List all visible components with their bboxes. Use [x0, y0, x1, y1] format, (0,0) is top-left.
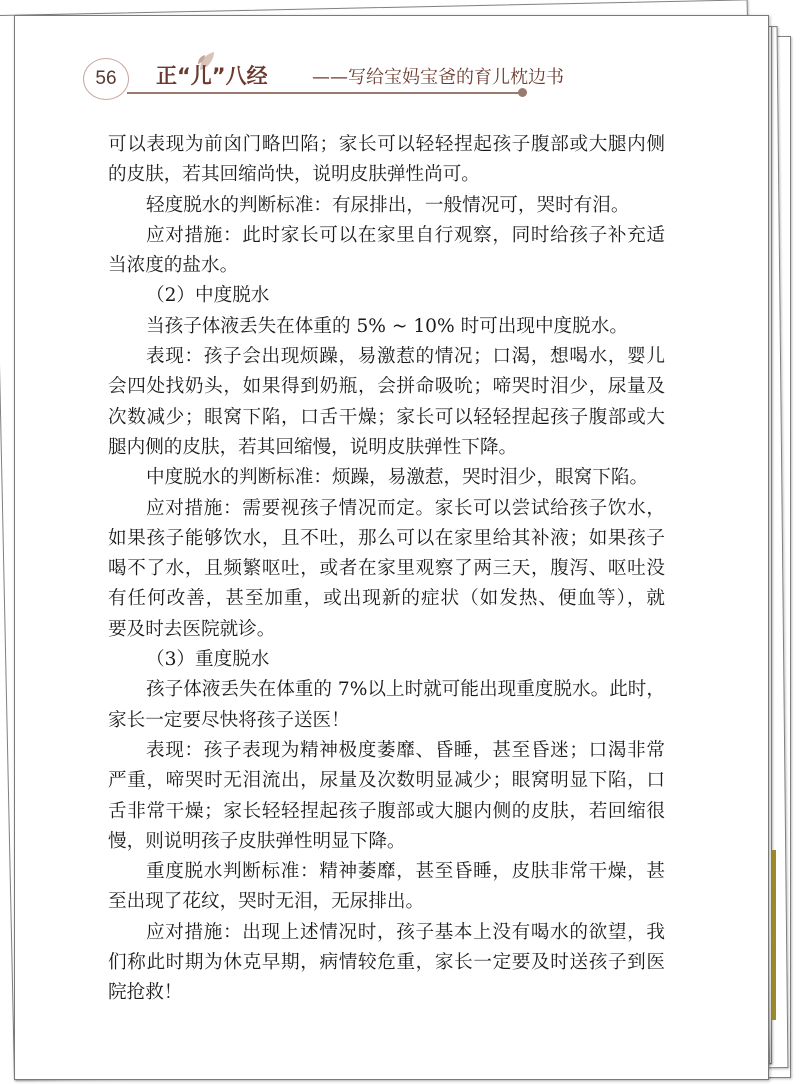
text-line: （2）中度脱水 — [146, 285, 270, 307]
text-line: 至出现了花纹，哭时无泪，无尿排出。 — [108, 891, 425, 913]
text-line: 喝不了水，且频繁呕吐，或者在家里观察了两三天，腹泻、呕吐没 — [108, 558, 665, 580]
text-line: 院抢救！ — [108, 982, 183, 1004]
text-line: 慢，则说明孩子皮肤弹性明显下降。 — [108, 830, 406, 852]
text-line: 次数减少；眼窝下陷，口舌干燥；家长可以轻轻捏起孩子腹部或大 — [108, 406, 665, 428]
text-line: 应对措施：出现上述情况时，孩子基本上没有喝水的欲望，我 — [146, 921, 665, 943]
text-line: 腿内侧的皮肤，若其回缩慢，说明皮肤弹性下降。 — [108, 436, 518, 458]
text-line: 要及时去医院就诊。 — [108, 618, 276, 640]
text-line: 表现：孩子会出现烦躁，易激惹的情况；口渴，想喝水，婴儿 — [146, 346, 665, 368]
text-line: 有任何改善，甚至加重，或出现新的症状（如发热、便血等），就 — [108, 588, 665, 610]
page-edge-accent — [771, 850, 776, 1020]
text-line: 应对措施：需要视孩子情况而定。家长可以尝试给孩子饮水， — [146, 497, 665, 519]
page-number: 56 — [83, 58, 129, 100]
text-line: 的皮肤，若其回缩尚快，说明皮肤弹性尚可。 — [108, 164, 480, 186]
book-subtitle: ——写给宝妈宝爸的育儿枕边书 — [312, 67, 564, 88]
text-line: 如果孩子能够饮水，且不吐，那么可以在家里给其补液；如果孩子 — [108, 527, 665, 549]
text-line: 舌非常干燥；家长轻轻捏起孩子腹部或大腿内侧的皮肤，若回缩很 — [108, 800, 665, 822]
book-title: 正“儿”八经 — [156, 64, 268, 88]
text-line: 中度脱水的判断标准：烦躁，易激惹，哭时泪少，眼窝下陷。 — [146, 467, 649, 489]
text-line: 可以表现为前囟门略凹陷；家长可以轻轻捏起孩子腹部或大腿内侧 — [108, 134, 665, 155]
text-line: 当浓度的盐水。 — [108, 255, 239, 277]
text-line: 孩子体液丢失在体重的 7%以上时就可能出现重度脱水。此时， — [146, 679, 665, 701]
text-line: 应对措施：此时家长可以在家里自行观察，同时给孩子补充适 — [146, 224, 665, 246]
text-line: （3）重度脱水 — [146, 649, 270, 671]
text-line: 严重，啼哭时无泪流出，尿量及次数明显减少；眼窝明显下陷，口 — [108, 770, 665, 792]
text-line: 轻度脱水的判断标准：有尿排出，一般情况可，哭时有泪。 — [146, 194, 630, 216]
text-line: 家长一定要尽快将孩子送医！ — [108, 709, 350, 731]
text-line: 表现：孩子表现为精神极度萎靡、昏睡，甚至昏迷；口渴非常 — [146, 739, 665, 761]
header-rule — [127, 92, 522, 94]
text-line: 重度脱水判断标准：精神萎靡，甚至昏睡，皮肤非常干燥，甚 — [146, 861, 665, 883]
body-text — [108, 130, 665, 1009]
text-line: 会四处找奶头，如果得到奶瓶，会拼命吸吮；啼哭时泪少，尿量及 — [108, 376, 665, 398]
header-rule-dot — [518, 88, 527, 97]
text-line: 们称此时期为休克早期，病情较危重，家长一定要及时送孩子到医 — [108, 952, 665, 974]
text-line: 当孩子体液丢失在体重的 5% ~ 10% 时可出现中度脱水。 — [146, 315, 628, 337]
